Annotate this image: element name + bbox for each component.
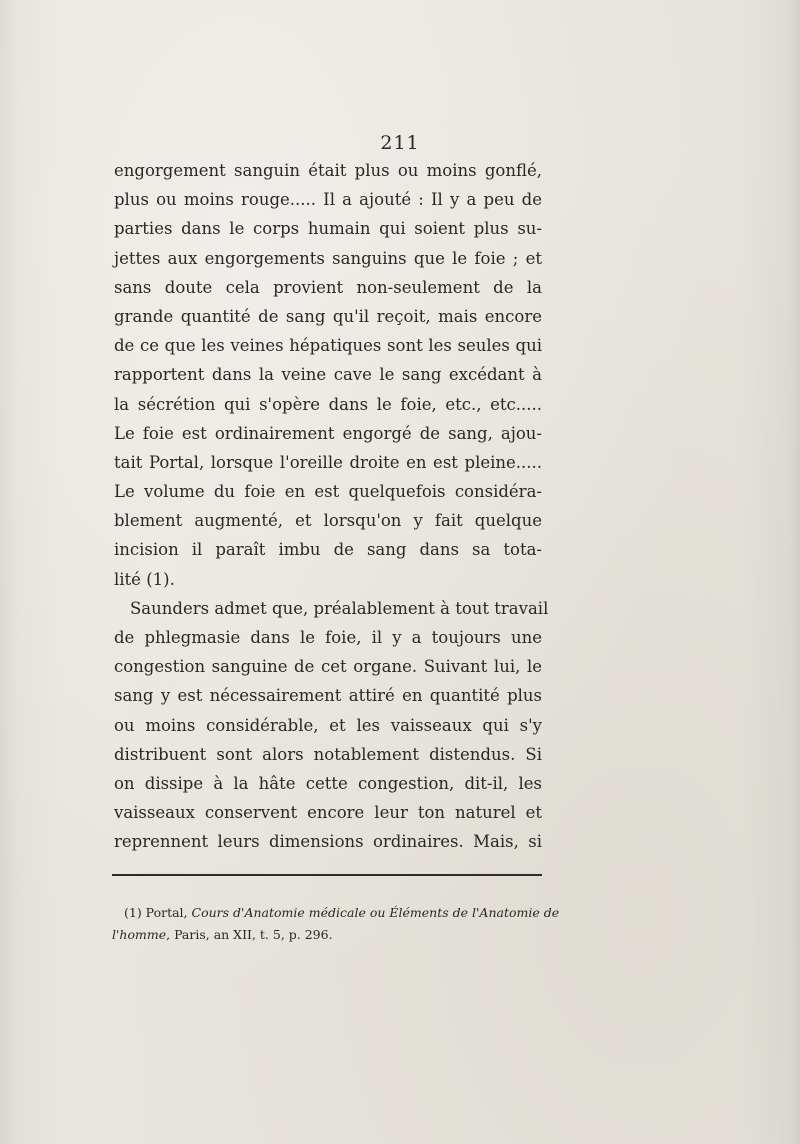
footnote-rule [112,874,542,876]
text-line: incision il paraît imbu de sang dans sa tota- [114,540,542,560]
text-line: sang y est nécessairement attiré en quantité plus [114,686,542,706]
text-line: grande quantité de sang qu'il reçoit, mais encore [114,306,542,326]
text-line: rapportent dans la veine cave le sang excédant à [114,365,542,385]
text-line: la sécrétion qui s'opère dans le foie, etc., etc..... [114,394,542,414]
text-line: tait Portal, lorsque l'oreille droite en est pleine..... [114,452,542,472]
body-text [114,156,549,857]
footnote-title: Cours d'Anatomie médicale ou Éléments de l'Anatomie de [191,905,560,920]
text-line: blement augmenté, et lorsqu'on y fait quelque [114,511,542,531]
text-line: reprennent leurs dimensions ordinaires. Mais, si [114,832,542,852]
text-line: de phlegmasie dans le foie, il y a toujours une [114,628,542,647]
footnote [112,902,560,946]
text-line: ou moins considérable, et les vaisseaux qui s'y [114,715,542,735]
text-line: sans doute cela provient non-seulement de la [114,277,542,297]
text-line: jettes aux engorgements sanguins que le foie ; et [114,248,542,268]
text-line: lité (1). [114,569,175,589]
page-number: 211 [380,132,420,154]
text-line: Saunders admet que, préalablement à tout travail [130,598,549,618]
footnote-marker: (1) Portal, [124,905,192,920]
text-line: parties dans le corps humain qui soient plus su- [114,219,542,239]
text-line: distribuent sont alors notablement distendus. Si [114,744,542,764]
text-line: Le volume du foie en est quelquefois considéra- [114,482,542,502]
text-line: Le foie est ordinairement engorgé de sang, ajou- [114,423,542,443]
text-line: on dissipe à la hâte cette congestion, dit-il, les [114,773,542,793]
footnote-line [112,902,560,924]
footnote-line [112,924,542,946]
text-line: de ce que les veines hépatiques sont les seules qui [114,336,542,356]
text-line: plus ou moins rouge..... Il a ajouté : Il y a peu de [114,190,542,210]
footnote-reference: , Paris, an XII, t. 5, p. 296. [166,927,333,942]
footnote-title-continued: l'homme [112,927,167,942]
text-line: vaisseaux conservent encore leur ton naturel et [114,803,542,823]
text-line: engorgement sanguin était plus ou moins gonflé, [114,161,542,180]
text-line: congestion sanguine de cet organe. Suivant lui, le [114,657,542,677]
